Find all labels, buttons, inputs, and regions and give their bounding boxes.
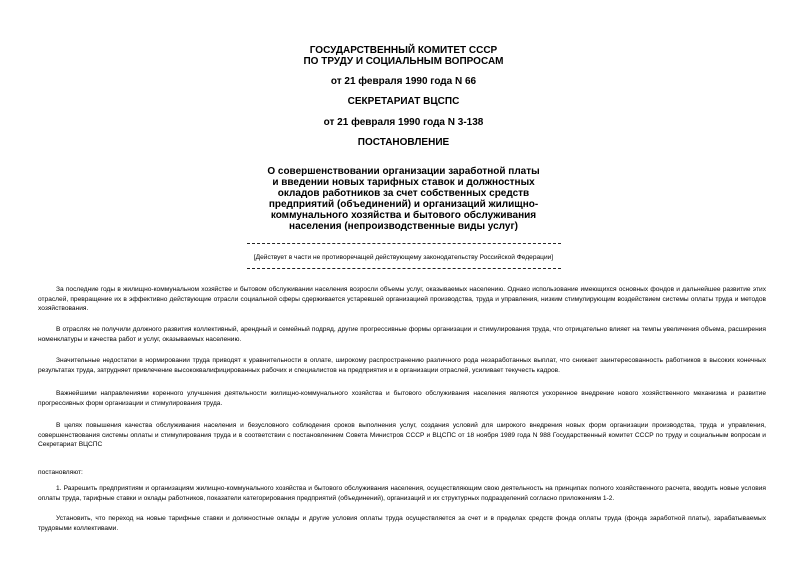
body-paragraph-7: Установить, что переход на новые тарифные ставки и должностные оклады и другие условия оплаты труда осуществляется за счет и в пределах средств фонда оплаты труда (фонда заработной платы), зарабатываемых трудовыми коллективами. xyxy=(38,515,766,532)
validity-notice: [Действует в части не противоречащей действующему законодательству Российской Федерации] xyxy=(253,254,554,261)
separator-bottom xyxy=(247,268,561,269)
issuer-line-1: ГОСУДАРСТВЕННЫЙ КОМИТЕТ СССР xyxy=(309,45,498,56)
title-line: окладов работников за счет собственных средств xyxy=(277,188,530,199)
decree-date-2: от 21 февраля 1990 года N 3-138 xyxy=(323,117,484,128)
issuer-line-2: ПО ТРУДУ И СОЦИАЛЬНЫМ ВОПРОСАМ xyxy=(303,56,504,67)
issuer-block xyxy=(0,45,807,67)
body-paragraph-6: 1. Разрешить предприятиям и организациям жилищно-коммунального хозяйства и бытового обслуживания населения, осуществляющим свою деятельность на принципах полного хозяйственного расчета, вводить новые условия оплаты труда, тарифные ставки и оклады работников, показатели категорирования предприятий (объединений), организаций и их структурных подразделений согласно приложениям 1-2. xyxy=(38,485,766,502)
title-line: коммунального хозяйства и бытового обслуживания xyxy=(270,210,537,221)
title-line: О совершенствовании организации заработной платы xyxy=(267,166,540,177)
decree-date-1: от 21 февраля 1990 года N 66 xyxy=(330,76,477,87)
secretariat-heading: СЕКРЕТАРИАТ ВЦСПС xyxy=(347,96,460,107)
document-type: ПОСТАНОВЛЕНИЕ xyxy=(357,137,450,148)
body-paragraph-5: В целях повышения качества обслуживания населения и безусловного соблюдения сроков выполнения услуг, создания условий для широкого внедрения новых форм организации производства, труда и управления, совершенствования системы оплаты и стимулирования труда и в соответствии с постановлением Совета Министров СССР и ВЦСПС от 18 ноября 1989 года N 988 Государственный комитет СССР по труду и социальным вопросам и Секретариат ВЦСПС xyxy=(38,422,766,448)
title-line: предприятий (объединений) и организаций жилищно- xyxy=(268,199,539,210)
resolution-word: постановляют: xyxy=(38,469,83,476)
title-line: и введении новых тарифных ставок и должностных xyxy=(272,177,535,188)
document-title xyxy=(0,166,807,232)
title-line: населения (непроизводственные виды услуг) xyxy=(289,221,518,232)
body-paragraph-3: Значительные недостатки в нормировании труда приводят к уравнительности в оплате, широкому распространению различного рода незаработанных выплат, что снижает заинтересованность работников в высоких конечных результатах труда, затрудняет привлечение высококвалифицированных рабочих и специалистов на предприятия и в организации отраслей, усиливает текучесть кадров. xyxy=(38,357,766,374)
separator-top xyxy=(247,243,561,244)
body-paragraph-2: В отраслях не получили должного развития коллективный, арендный и семейный подряд, другие прогрессивные формы организации и стимулирования труда, что отрицательно влияет на темпы увеличения объема, расширения номенклатуры и качества работ и услуг, оказываемых населению. xyxy=(38,326,766,343)
body-paragraph-4: Важнейшими направлениями коренного улучшения деятельности жилищно-коммунального хозяйства и бытового обслуживания населения являются ускоренное внедрение нового хозяйственного механизма и развитие прогрессивных форм организации и стимулирования труда. xyxy=(38,390,766,407)
body-paragraph-1: За последние годы в жилищно-коммунальном хозяйстве и бытовом обслуживании населения возросли объемы услуг, оказываемых населению. Однако использование имеющихся основных фондов и дальнейшее развитие этих отраслей, превращение их в эффективно действующие отрасли социальной сферы сдерживается устаревшей организацией производства, труда и управления, низким стимулирующим воздействием системы оплаты труда и методов хозяйствования. xyxy=(38,286,766,312)
